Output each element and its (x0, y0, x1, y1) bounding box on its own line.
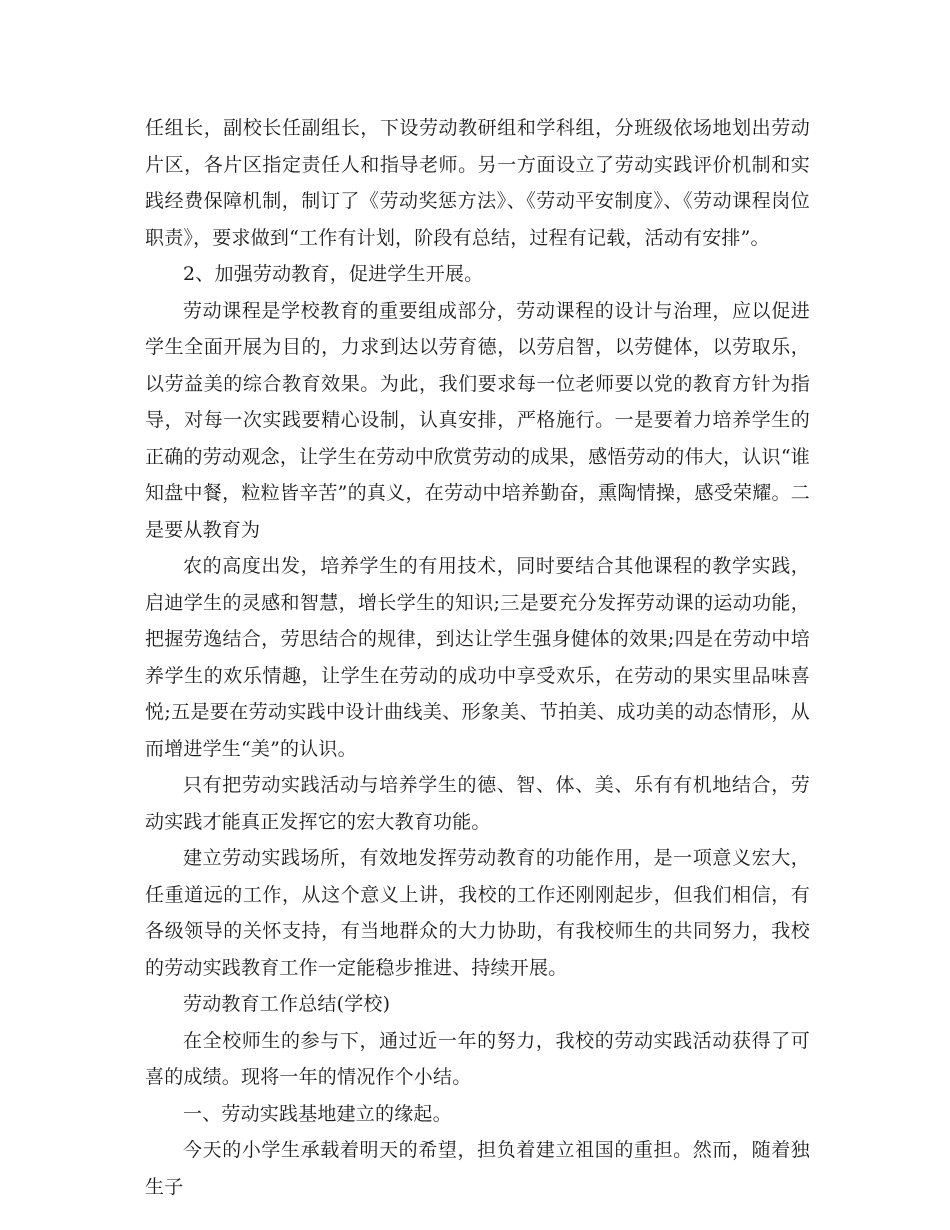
subsection-heading: 一、劳动实践基地建立的缘起。 (183, 1102, 452, 1125)
paragraph-1: 任组长，副校长任副组长，下设劳动教研组和学科组，分班级依场地划出劳动片区，各片区指定责任人和指导老师。另一方面设立了劳动实践评价机制和实践经费保障机制，制订了《劳动奖惩方法》、《劳动平安制度》、《劳动课程岗位职责》，要求做到“工作有计划，阶段有总结，过程有记载，活动有安排”。 (145, 117, 810, 249)
paragraph-3: 劳动课程是学校教育的重要组成部分，劳动课程的设计与治理，应以促进学生全面开展为目的，力求到达以劳育德，以劳启智，以劳健体，以劳取乐，以劳益美的综合教育效果。为此，我们要求每一位老师要以党的教育方针为指导，对每一次实践要精心设制，认真安排，严格施行。一是要着力培养学生的正确的劳动观念，让学生在劳动中欣赏劳动的成果，感悟劳动的伟大，认识“谁知盘中餐，粒粒皆辛苦”的真义，在劳动中培养勤奋，熏陶情操，感受荣耀。二是要从教育为 (145, 299, 810, 541)
paragraph-2: 2、加强劳动教育，促进学生开展。 (183, 263, 484, 285)
paragraph-8: 今天的小学生承载着明天的希望，担负着建立祖国的重担。然而，随着独生子 (145, 1139, 810, 1198)
section-title: 劳动教育工作总结(学校) (183, 993, 391, 1015)
document-body (145, 110, 810, 1205)
paragraph-5: 只有把劳动实践活动与培养学生的德、智、体、美、乐有有机地结合，劳动实践才能真正发挥它的宏大教育功能。 (145, 774, 810, 833)
paragraph-7: 在全校师生的参与下，通过近一年的努力，我校的劳动实践活动获得了可喜的成绩。现将一年的情况作个小结。 (145, 1029, 810, 1088)
paragraph-4: 农的高度出发，培养学生的有用技术，同时要结合其他课程的教学实践，启迪学生的灵感和智慧，增长学生的知识;三是要充分发挥劳动课的运动功能，把握劳逸结合，劳思结合的规律，到达让学生强身健体的效果;四是在劳动中培养学生的欢乐情趣，让学生在劳动的成功中享受欢乐，在劳动的果实里品味喜悦;五是要在劳动实践中设计曲线美、形象美、节拍美、成功美的动态情形，从而增进学生“美”的认识。 (145, 555, 810, 760)
paragraph-6: 建立劳动实践场所，有效地发挥劳动教育的功能作用，是一项意义宏大，任重道远的工作，从这个意义上讲，我校的工作还刚刚起步，但我们相信，有各级领导的关怀支持，有当地群众的大力协助，有我校师生的共同努力，我校的劳动实践教育工作一定能稳步推进、持续开展。 (145, 847, 810, 979)
